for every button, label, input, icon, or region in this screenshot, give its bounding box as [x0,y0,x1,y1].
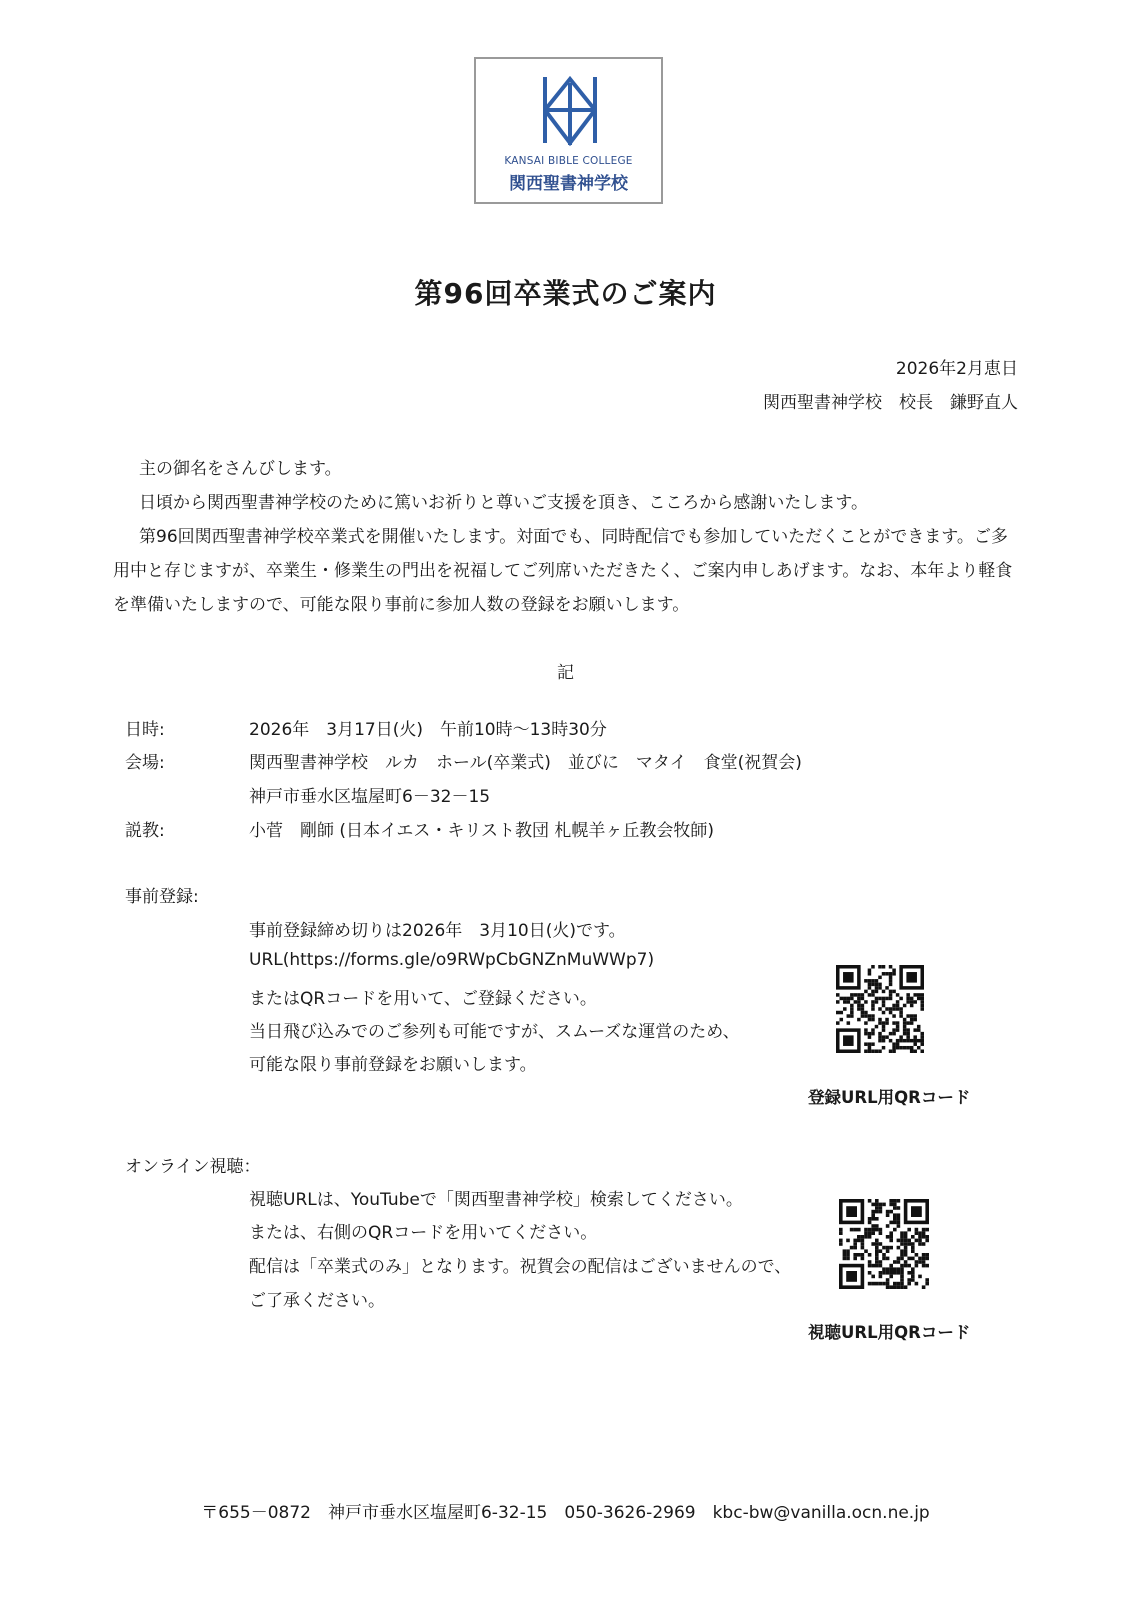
page-title: 第96回卒業式のご案内 [414,277,717,310]
logo-name-jp: 関西聖書神学校 [509,174,628,194]
registration-request: 可能な限り事前登録をお願いします。 [249,1055,537,1075]
registration-label: 事前登録: [125,887,199,907]
registration-qr-code[interactable] [836,965,924,1053]
online-label: オンライン視聴： [125,1157,261,1177]
logo-box [474,57,663,204]
viewing-qr-caption: 視聴URL用QRコード [808,1323,971,1342]
online-scope-note: 配信は「卒業式のみ」となります。祝賀会の配信はございませんので、 [249,1257,792,1277]
footer-contact: 〒655－0872 神戸市垂水区塩屋町6-32-15 050-3626-2969 kbc-bw@vanilla.ocn.ne.jp [201,1503,930,1523]
online-qr-note: または、右側のQRコードを用いてください。 [249,1223,598,1243]
registration-deadline: 事前登録締め切りは2026年 3月10日(火)です。 [249,921,626,941]
issue-date: 2026年2月恵日 [895,359,1018,379]
datetime-value: 2026年 3月17日(火) 午前10時～13時30分 [249,720,607,740]
greeting-paragraph: 主の御名をさんびします。 [139,459,342,479]
thanks-paragraph: 日頃から関西聖書神学校のために篤いお祈りと尊いご支援を頂き、こころから感謝いたします。 [139,493,868,513]
viewing-qr-code[interactable] [839,1199,929,1289]
venue-value: 関西聖書神学校 ルカ ホール(卒業式) 並びに マタイ 食堂(祝賀会) [249,753,802,773]
venue-label: 会場: [125,753,165,773]
sermon-label: 説教: [125,821,165,841]
registration-qr-note: またはQRコードを用いて、ご登録ください。 [249,989,597,1009]
registration-url[interactable]: URL(https://forms.gle/o9RWpCbGNZnMuWWp7) [249,950,655,970]
college-logo-icon [541,73,599,147]
sender: 関西聖書神学校 校長 鎌野直人 [763,393,1018,413]
registration-walkin-note: 当日飛び込みでのご参列も可能ですが、スムーズな運営のため、 [249,1022,740,1042]
venue-address: 神戸市垂水区塩屋町6－32－15 [249,787,491,807]
registration-qr-caption: 登録URL用QRコード [808,1088,971,1107]
invitation-paragraph: 第96回関西聖書神学校卒業式を開催いたします。対面でも、同時配信でも参加していただくことができます。ご多用中と存じますが、卒業生・修業生の門出を祝福してご列席いただきたく、ご案内申しあげます。なお、本年より軽食を準備いたしますので、可能な限り事前に参加人数の登録をお願いします。 [113,527,1013,615]
online-closing-note: ご了承ください。 [249,1291,385,1311]
logo-name-en: KANSAI BIBLE COLLEGE [504,155,633,167]
datetime-label: 日時: [125,720,165,740]
sermon-value: 小菅 剛師 (日本イエス・キリスト教団 札幌羊ヶ丘教会牧師) [249,821,715,841]
ki-heading: 記 [557,663,574,683]
online-youtube-note: 視聴URLは、YouTubeで「関西聖書神学校」検索してください。 [249,1190,743,1210]
